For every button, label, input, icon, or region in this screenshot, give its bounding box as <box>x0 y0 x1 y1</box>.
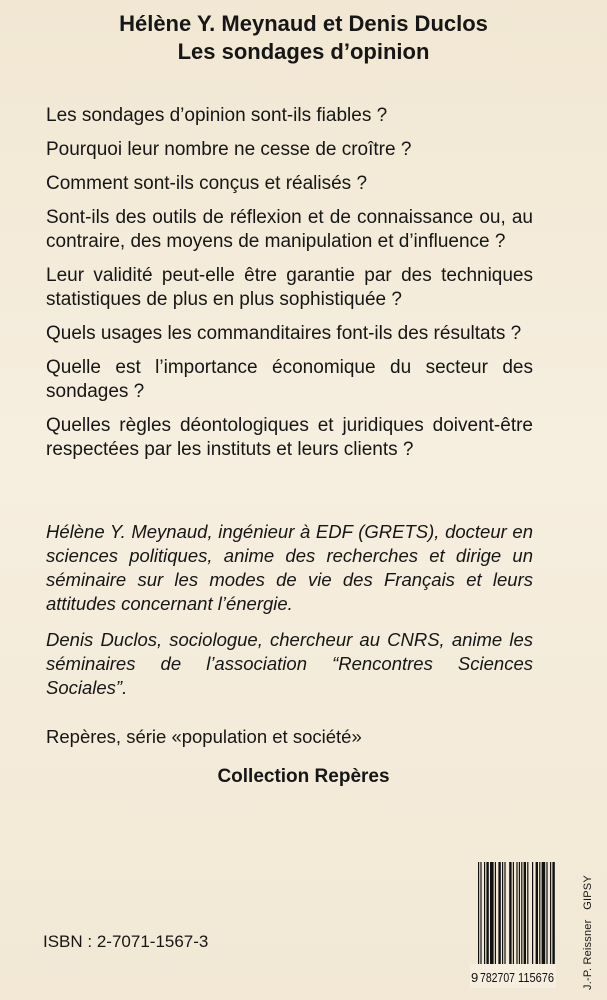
barcode-bar <box>536 862 538 970</box>
barcode-bar <box>550 862 551 970</box>
barcode-bar <box>552 862 554 970</box>
author-bios <box>46 520 533 712</box>
barcode-bar <box>478 862 479 970</box>
barcode-bar <box>495 862 496 970</box>
question-list <box>46 104 533 472</box>
barcode-bar <box>527 862 528 970</box>
question-item: Quelles règles déontologiques et juridiques doivent-être respectées par les instituts et leurs clients ? <box>46 415 533 460</box>
barcode-right-digits: 115676 <box>518 970 554 985</box>
author-bio-meynaud: Hélène Y. Meynaud, ingénieur à EDF (GRETS), docteur en sciences politiques, anime des recherches et dirige un séminaire sur les modes de vie des Français et leurs attitudes concernant l’énergie. <box>46 521 533 614</box>
question-item: Quels usages les commanditaires font-ils des résultats ? <box>46 323 522 344</box>
barcode-bar <box>509 862 511 970</box>
barcode-bar <box>539 862 540 970</box>
studio-name: GIPSY <box>582 875 594 910</box>
series-line: Repères, série «population et société» <box>46 726 362 747</box>
barcode-bar <box>490 862 494 970</box>
barcode-bar <box>542 862 546 970</box>
designer-name: J.-P. Reissner <box>582 919 594 990</box>
barcode-bar <box>498 862 500 970</box>
barcode-bar <box>513 862 514 970</box>
author-bio-duclos: Denis Duclos, sociologue, chercheur au CNRS, anime les séminaires de l’association “Rencontres Sciences Sociales”. <box>46 629 533 698</box>
barcode-bar <box>532 862 533 970</box>
cover-design-credit <box>582 875 594 990</box>
barcode-bar <box>546 862 547 970</box>
barcode-bar <box>480 862 481 970</box>
barcode-bar <box>524 862 526 970</box>
book-title: Les sondages d’opinion <box>177 39 430 64</box>
authors: Hélène Y. Meynaud et Denis Duclos <box>119 11 488 36</box>
question-item: Sont-ils des outils de réflexion et de connaissance ou, au contraire, des moyens de manipulation et d’influence ? <box>46 207 533 252</box>
question-item: Quelle est l’importance économique du secteur des sondages ? <box>46 357 533 402</box>
question-item: Pourquoi leur nombre ne cesse de croître ? <box>46 139 412 160</box>
barcode <box>470 862 556 988</box>
isbn: ISBN : 2-7071-1567-3 <box>43 932 209 951</box>
barcode-bar <box>504 862 505 970</box>
barcode-left-digits: 782707 <box>480 970 515 985</box>
barcode-bar <box>519 862 520 970</box>
barcode-bar <box>484 862 485 970</box>
barcode-bar <box>516 862 517 970</box>
barcode-bar <box>502 862 503 970</box>
barcode-bar <box>486 862 488 970</box>
header <box>0 10 607 66</box>
question-item: Comment sont-ils conçus et réalisés ? <box>46 173 368 194</box>
question-item: Les sondages d’opinion sont-ils fiables ? <box>46 105 388 126</box>
collection-name: Collection Repères <box>217 766 390 787</box>
question-item: Leur validité peut-elle être garantie par des techniques statistiques de plus en plus sophistiquée ? <box>46 265 533 310</box>
barcode-prefix: 9 <box>471 970 479 985</box>
barcode-bar <box>521 862 522 970</box>
